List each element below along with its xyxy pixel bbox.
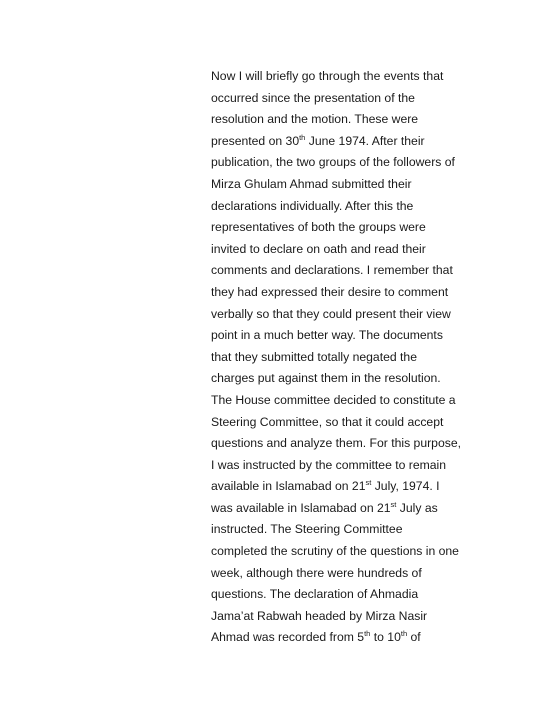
text-segment: The House committee decided to constitute a — [211, 392, 456, 407]
text-segment: publication, the two groups of the followers of — [211, 155, 455, 170]
ordinal-superscript: st — [390, 499, 397, 509]
text-line — [211, 131, 481, 153]
text-segment: they had expressed their desire to comment — [211, 284, 449, 299]
ordinal-superscript: th — [364, 629, 371, 639]
text-line — [211, 519, 481, 541]
text-line — [211, 368, 481, 390]
text-segment: invited to declare on oath and read their — [211, 241, 426, 256]
text-segment: questions. The declaration of Ahmadia — [211, 587, 419, 602]
text-segment: of — [407, 630, 421, 645]
text-segment: June 1974. After their — [305, 133, 425, 148]
text-line — [211, 217, 481, 239]
text-segment: that they submitted totally negated the — [211, 349, 417, 364]
ordinal-superscript: th — [400, 629, 408, 639]
text-line — [211, 476, 481, 498]
text-line — [211, 412, 481, 434]
text-line — [211, 627, 481, 649]
text-line — [211, 304, 481, 326]
text-segment: resolution and the motion. These were — [211, 112, 419, 127]
text-segment: comments and declarations. I remember that — [211, 263, 453, 278]
text-segment: Steering Committee, so that it could accept — [211, 414, 444, 429]
text-segment: Mirza Ghulam Ahmad submitted their — [211, 176, 412, 191]
text-segment: verbally so that they could present their view — [211, 306, 451, 321]
text-segment: I was instructed by the committee to remain — [211, 457, 447, 472]
text-line — [211, 66, 481, 88]
ordinal-superscript: st — [365, 478, 372, 488]
text-segment: representatives of both the groups were — [211, 220, 426, 235]
text-line — [211, 260, 481, 282]
text-segment: Ahmad was recorded from 5 — [211, 630, 365, 645]
text-line — [211, 498, 481, 520]
text-line — [211, 196, 481, 218]
text-line — [211, 563, 481, 585]
text-segment: July as — [396, 500, 438, 515]
text-line — [211, 239, 481, 261]
text-line — [211, 455, 481, 477]
text-segment: questions and analyze them. For this purpose, — [211, 436, 461, 451]
text-segment: charges put against them in the resolution. — [211, 371, 441, 386]
text-line — [211, 433, 481, 455]
text-line — [211, 152, 481, 174]
text-segment: presented on 30 — [211, 133, 300, 148]
text-line — [211, 390, 481, 412]
text-segment: week, although there were hundreds of — [211, 565, 422, 580]
text-segment: completed the scrutiny of the questions in one — [211, 544, 459, 559]
text-segment: instructed. The Steering Committee — [211, 522, 403, 537]
text-line — [211, 174, 481, 196]
text-line — [211, 347, 481, 369]
text-line — [211, 282, 481, 304]
text-segment: declarations individually. After this the — [211, 198, 414, 213]
text-line — [211, 325, 481, 347]
ordinal-superscript: th — [299, 132, 306, 142]
text-line — [211, 584, 481, 606]
text-segment: Now I will briefly go through the events that — [211, 69, 444, 83]
text-segment: occurred since the presentation of the — [211, 90, 415, 105]
text-segment: Jama’at Rabwah headed by Mirza Nasir — [211, 608, 428, 623]
text-segment: to 10 — [370, 630, 401, 645]
text-segment: point in a much better way. The documents — [211, 328, 443, 343]
body-paragraph — [211, 66, 481, 649]
text-line — [211, 109, 481, 131]
text-line — [211, 541, 481, 563]
text-segment: July, 1974. I — [371, 479, 440, 494]
text-segment: available in Islamabad on 21 — [211, 479, 366, 494]
text-line — [211, 606, 481, 628]
text-line — [211, 88, 481, 110]
text-segment: was available in Islamabad on 21 — [211, 500, 391, 515]
